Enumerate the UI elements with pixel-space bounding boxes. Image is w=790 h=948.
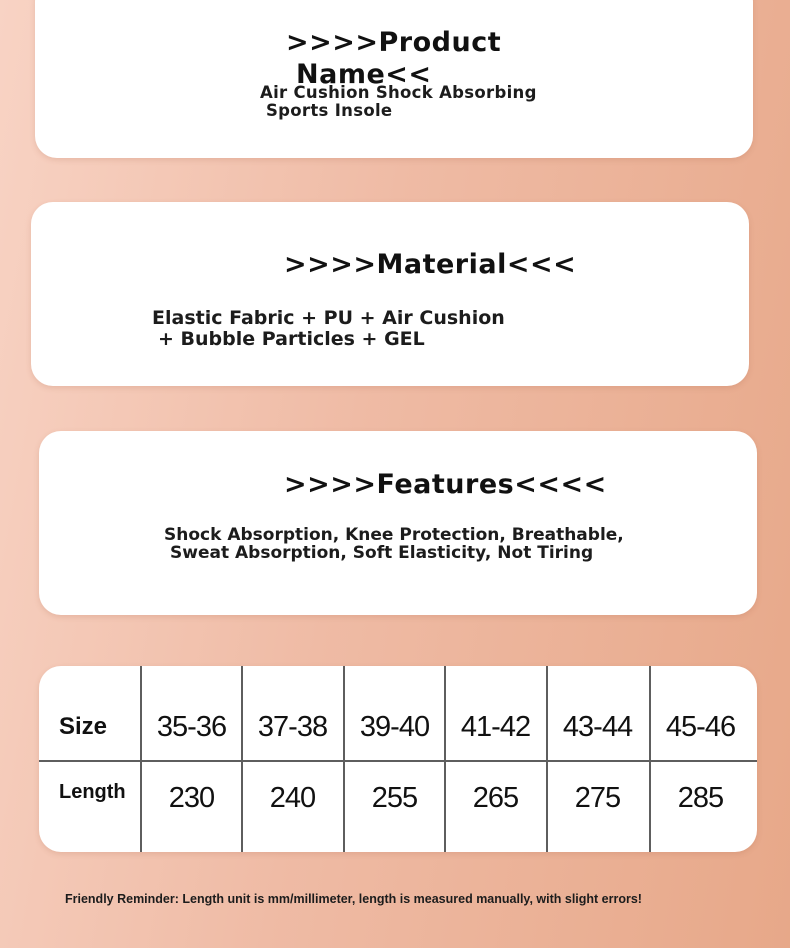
features-text: Shock Absorption, Knee Protection, Breathable, [164, 525, 624, 545]
length-row-label: Length [59, 781, 126, 803]
features-card [39, 431, 757, 615]
table-divider [140, 666, 142, 852]
table-divider [241, 666, 243, 852]
product-name-heading-continued: Name<< [296, 59, 432, 90]
features-text-continued: Sweat Absorption, Soft Elasticity, Not Tiring [170, 543, 594, 563]
size-cell: 45-46 [665, 711, 736, 743]
material-heading: >>>>Material<<< [284, 249, 577, 280]
length-cell: 265 [472, 782, 519, 814]
length-cell: 285 [677, 782, 724, 814]
material-text: Elastic Fabric + PU + Air Cushion [152, 307, 505, 329]
table-divider [546, 666, 548, 852]
size-row-label: Size [59, 713, 108, 740]
table-row-divider [39, 760, 757, 762]
size-cell: 35-36 [156, 711, 227, 743]
product-name-heading: >>>>Product [286, 27, 502, 58]
length-cell: 230 [168, 782, 215, 814]
length-cell: 255 [371, 782, 418, 814]
size-cell: 43-44 [562, 711, 633, 743]
material-card [31, 202, 749, 386]
friendly-reminder-note: Friendly Reminder: Length unit is mm/millimeter, length is measured manually, with slight errors! [65, 892, 642, 906]
size-cell: 39-40 [359, 711, 430, 743]
size-table [39, 666, 757, 852]
table-divider [649, 666, 651, 852]
size-cell: 37-38 [257, 711, 328, 743]
length-cell: 240 [269, 782, 316, 814]
material-text-continued: + Bubble Particles + GEL [158, 328, 425, 350]
size-cell: 41-42 [460, 711, 531, 743]
table-divider [444, 666, 446, 852]
product-name-text-continued: Sports Insole [266, 101, 393, 120]
product-name-text: Air Cushion Shock Absorbing [260, 83, 537, 102]
length-cell: 275 [574, 782, 621, 814]
features-heading: >>>>Features<<<< [284, 469, 607, 500]
table-divider [343, 666, 345, 852]
product-name-card [35, 0, 753, 158]
